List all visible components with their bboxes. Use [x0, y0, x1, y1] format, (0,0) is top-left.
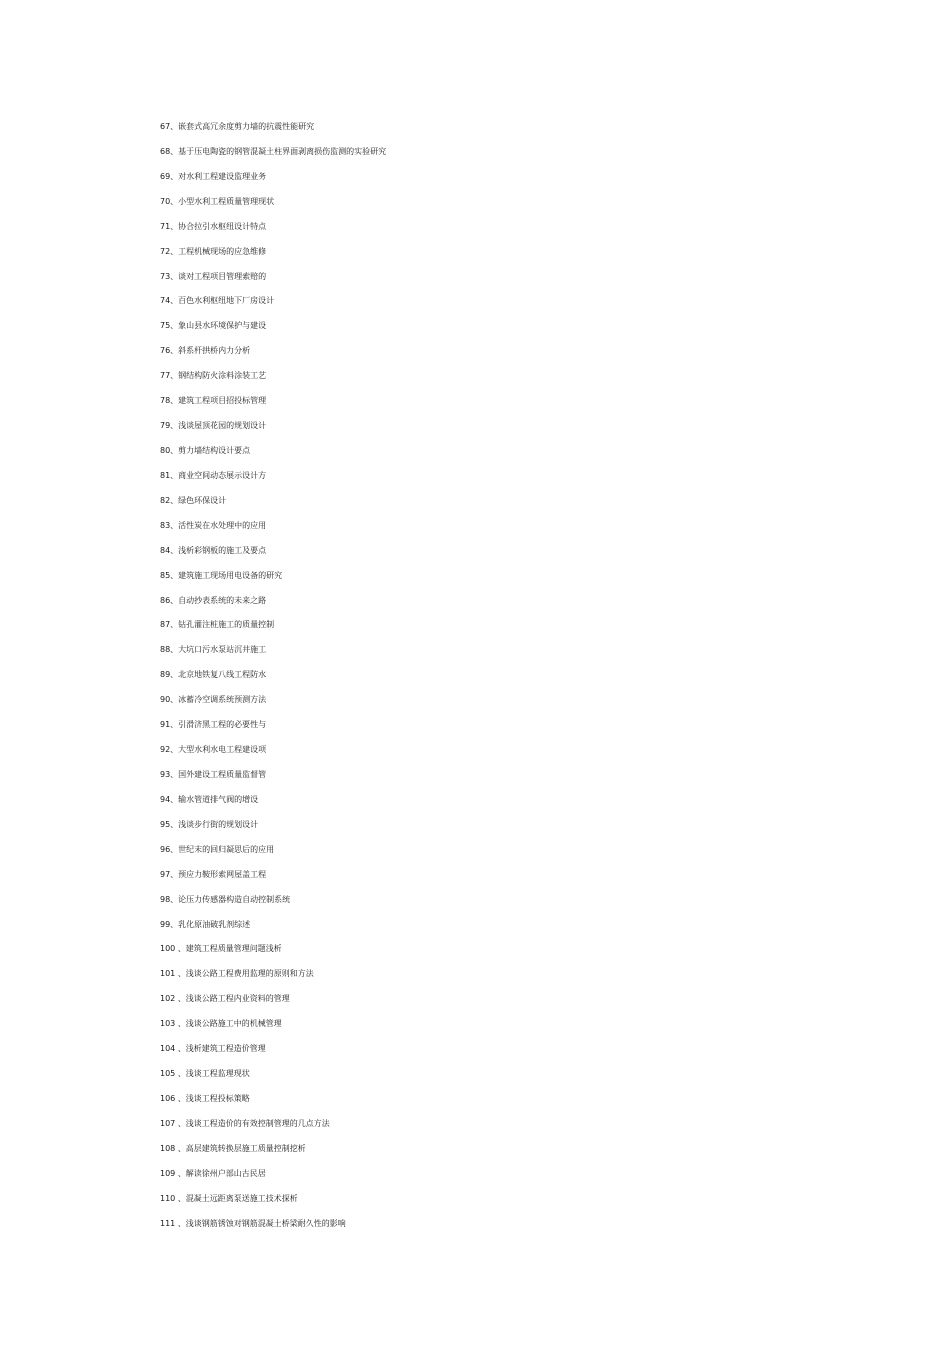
- list-item: 111 、浅谈钢筋锈蚀对钢筋混凝土桥梁耐久性的影响: [160, 1218, 346, 1228]
- list-item: 94、输水管道排气阀的增设: [160, 794, 259, 804]
- list-item: 104 、浅析建筑工程造价管理: [160, 1044, 266, 1054]
- list-item: 72、工程机械现场的应急维修: [160, 246, 267, 256]
- list-item: 95、浅谈步行街的规划设计: [160, 819, 259, 829]
- list-item: 98、论压力传感器构造自动控制系统: [160, 894, 291, 904]
- list-item: 75、象山县水环境保护与建设: [160, 321, 267, 331]
- list-item: 87、钻孔灌注桩施工的质量控制: [160, 620, 275, 630]
- list-item: 86、自动抄表系统的未来之路: [160, 595, 267, 605]
- list-item: 77、钢结构防火涂料涂装工艺: [160, 371, 267, 381]
- list-item: 99、乳化原油破乳剂综述: [160, 919, 251, 929]
- list-item: 68、基于压电陶瓷的钢管混凝土柱界面剥离损伤监测的实验研究: [160, 146, 387, 156]
- list-item: 101 、浅谈公路工程费用监理的原则和方法: [160, 969, 314, 979]
- list-item: 92、大型水利水电工程建设项: [160, 745, 267, 755]
- list-item: 81、商业空间动态展示设计方: [160, 470, 267, 480]
- list-item: 106 、浅谈工程投标策略: [160, 1093, 250, 1103]
- list-item: 82、绿色环保设计: [160, 495, 227, 505]
- list-item: 79、浅谈屋顶花园的规划设计: [160, 421, 267, 431]
- list-item: 71、协合拉引水枢纽设计特点: [160, 221, 267, 231]
- list-item: 85、建筑施工现场用电设备的研究: [160, 570, 283, 580]
- list-item: 100 、建筑工程质量管理问题浅析: [160, 944, 282, 954]
- list-item: 80、剪力墙结构设计要点: [160, 445, 251, 455]
- topic-list: [160, 120, 386, 1241]
- list-item: 103 、浅谈公路施工中的机械管理: [160, 1019, 282, 1029]
- list-item: 88、大坑口污水泵站沉井施工: [160, 645, 267, 655]
- list-item: 91、引滑济黑工程的必要性与: [160, 720, 267, 730]
- list-item: 67、嵌套式高冗余度剪力墙的抗震性能研究: [160, 122, 315, 131]
- list-item: 89、北京地铁复八线工程防水: [160, 670, 267, 680]
- list-item: 78、建筑工程项目招投标管理: [160, 396, 267, 406]
- list-item: 76、斜系杆拱桥内力分析: [160, 346, 251, 356]
- list-item: 83、活性炭在水处理中的应用: [160, 520, 267, 530]
- list-item: 84、浅析彩钢板的施工及要点: [160, 545, 267, 555]
- list-item: 109 、解读徐州户部山古民居: [160, 1168, 266, 1178]
- list-item: 90、冰蓄冷空调系统预测方法: [160, 695, 267, 705]
- list-item: 74、百色水利枢纽地下厂房设计: [160, 296, 275, 306]
- list-item: 93、国外建设工程质量监督管: [160, 769, 267, 779]
- list-item: 108 、高层建筑转换层施工质量控制挖析: [160, 1143, 306, 1153]
- list-item: 105 、浅谈工程监理现状: [160, 1069, 250, 1079]
- list-item: 107 、浅谈工程造价的有效控制管理的几点方法: [160, 1118, 330, 1128]
- list-item: 102 、浅谈公路工程内业资料的管理: [160, 994, 290, 1004]
- list-item: 97、预应力鞍形索网屋盖工程: [160, 869, 267, 879]
- list-item: 70、小型水利工程质量管理现状: [160, 196, 275, 206]
- list-item: 69、对水利工程建设监理业务: [160, 171, 267, 181]
- list-item: 110 、混凝土远距离泵送施工技术探析: [160, 1193, 298, 1203]
- list-item: 73、谈对工程项目管理索赔的: [160, 271, 267, 281]
- list-item: 96、世纪末的回归凝思后的应用: [160, 844, 275, 854]
